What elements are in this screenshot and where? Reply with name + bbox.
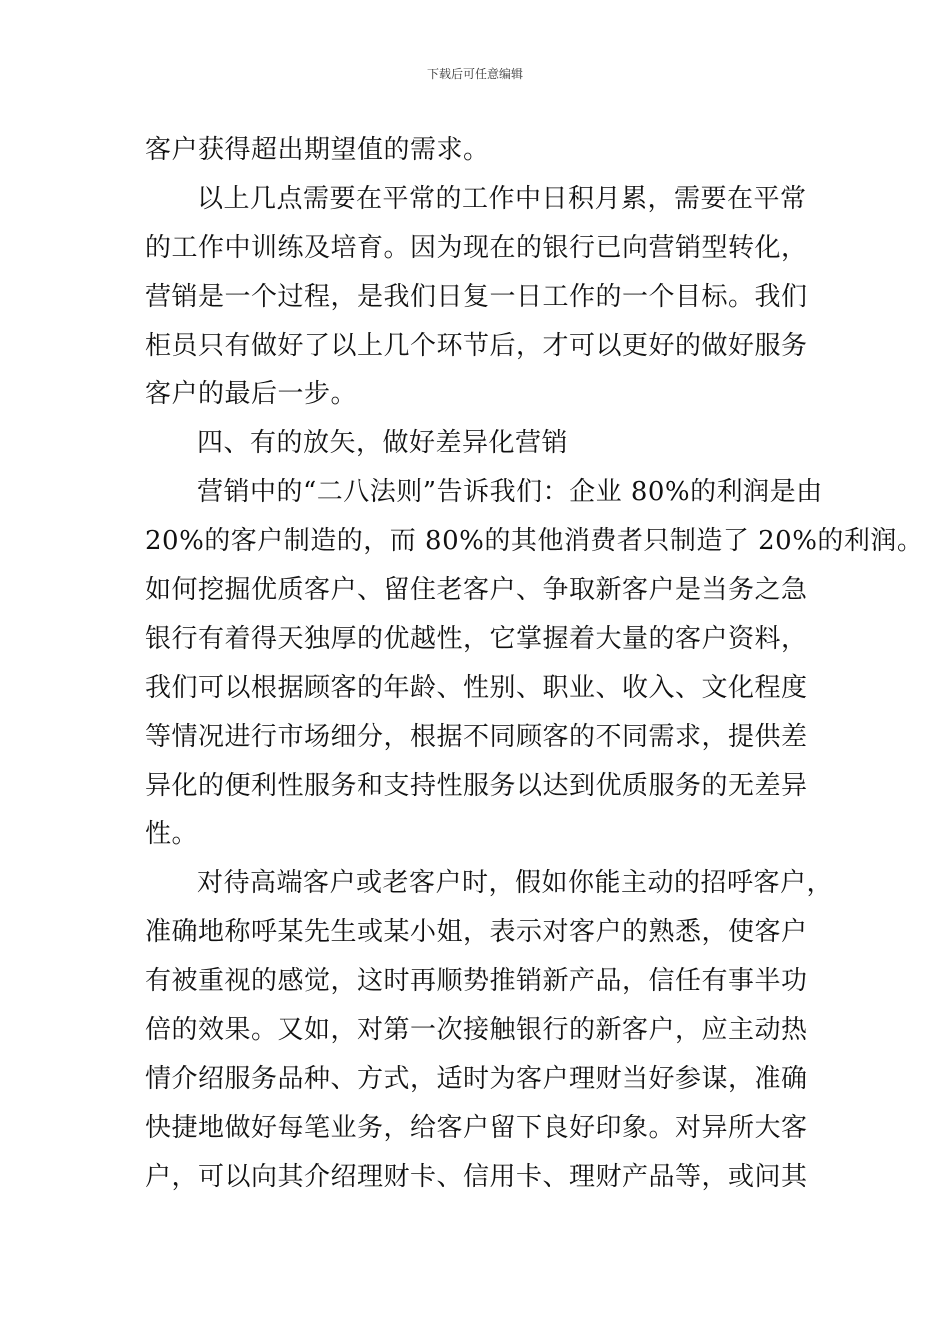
text-line: 户，可以向其介绍理财卡、信用卡、理财产品等，或问其 [145,1161,808,1192]
document-body [145,126,924,1202]
text-line: 有被重视的感觉，这时再顺势推销新产品，信任有事半功 [145,966,808,997]
text-line: 银行有着得天独厚的优越性，它掌握着大量的客户资料， [145,623,808,654]
text-line: 等情况进行市场细分，根据不同顾客的不同需求，提供差 [145,721,808,752]
text-line: 客户的最后一步。 [145,379,358,410]
text-line: 营销中的“二八法则”告诉我们：企业 80%的利润是由 [197,477,823,508]
text-line: 倍的效果。又如，对第一次接触银行的新客户，应主动热 [145,1015,808,1046]
text-line: 准确地称呼某先生或某小姐，表示对客户的熟悉，使客户 [145,917,808,948]
text-line: 的工作中训练及培育。因为现在的银行已向营销型转化， [145,232,808,263]
text-line: 以上几点需要在平常的工作中日积月累，需要在平常 [197,183,807,214]
text-line: 客户获得超出期望值的需求。 [145,135,490,165]
page-header: 下载后可任意编辑 [426,67,523,81]
section-heading: 四、有的放矢，做好差异化营销 [197,428,569,459]
text-line: 快捷地做好每笔业务，给客户留下良好印象。对异所大客 [145,1112,808,1143]
text-line: 如何挖掘优质客户、留住老客户、争取新客户是当务之急 [145,575,808,606]
text-line: 对待高端客户或老客户时，假如你能主动的招呼客户， [197,868,834,899]
text-line: 20%的客户制造的，而 80%的其他消费者只制造了 20%的利润。 [145,526,924,557]
text-line: 柜员只有做好了以上几个环节后，才可以更好的做好服务 [145,330,808,361]
text-line: 性。 [145,819,199,850]
text-line: 我们可以根据顾客的年龄、性别、职业、收入、文化程度 [145,672,808,703]
text-line: 异化的便利性服务和支持性服务以达到优质服务的无差异 [145,770,808,801]
text-line: 营销是一个过程，是我们日复一日工作的一个目标。我们 [145,281,808,312]
text-line: 情介绍服务品种、方式，适时为客户理财当好参谋，准确 [145,1063,808,1094]
